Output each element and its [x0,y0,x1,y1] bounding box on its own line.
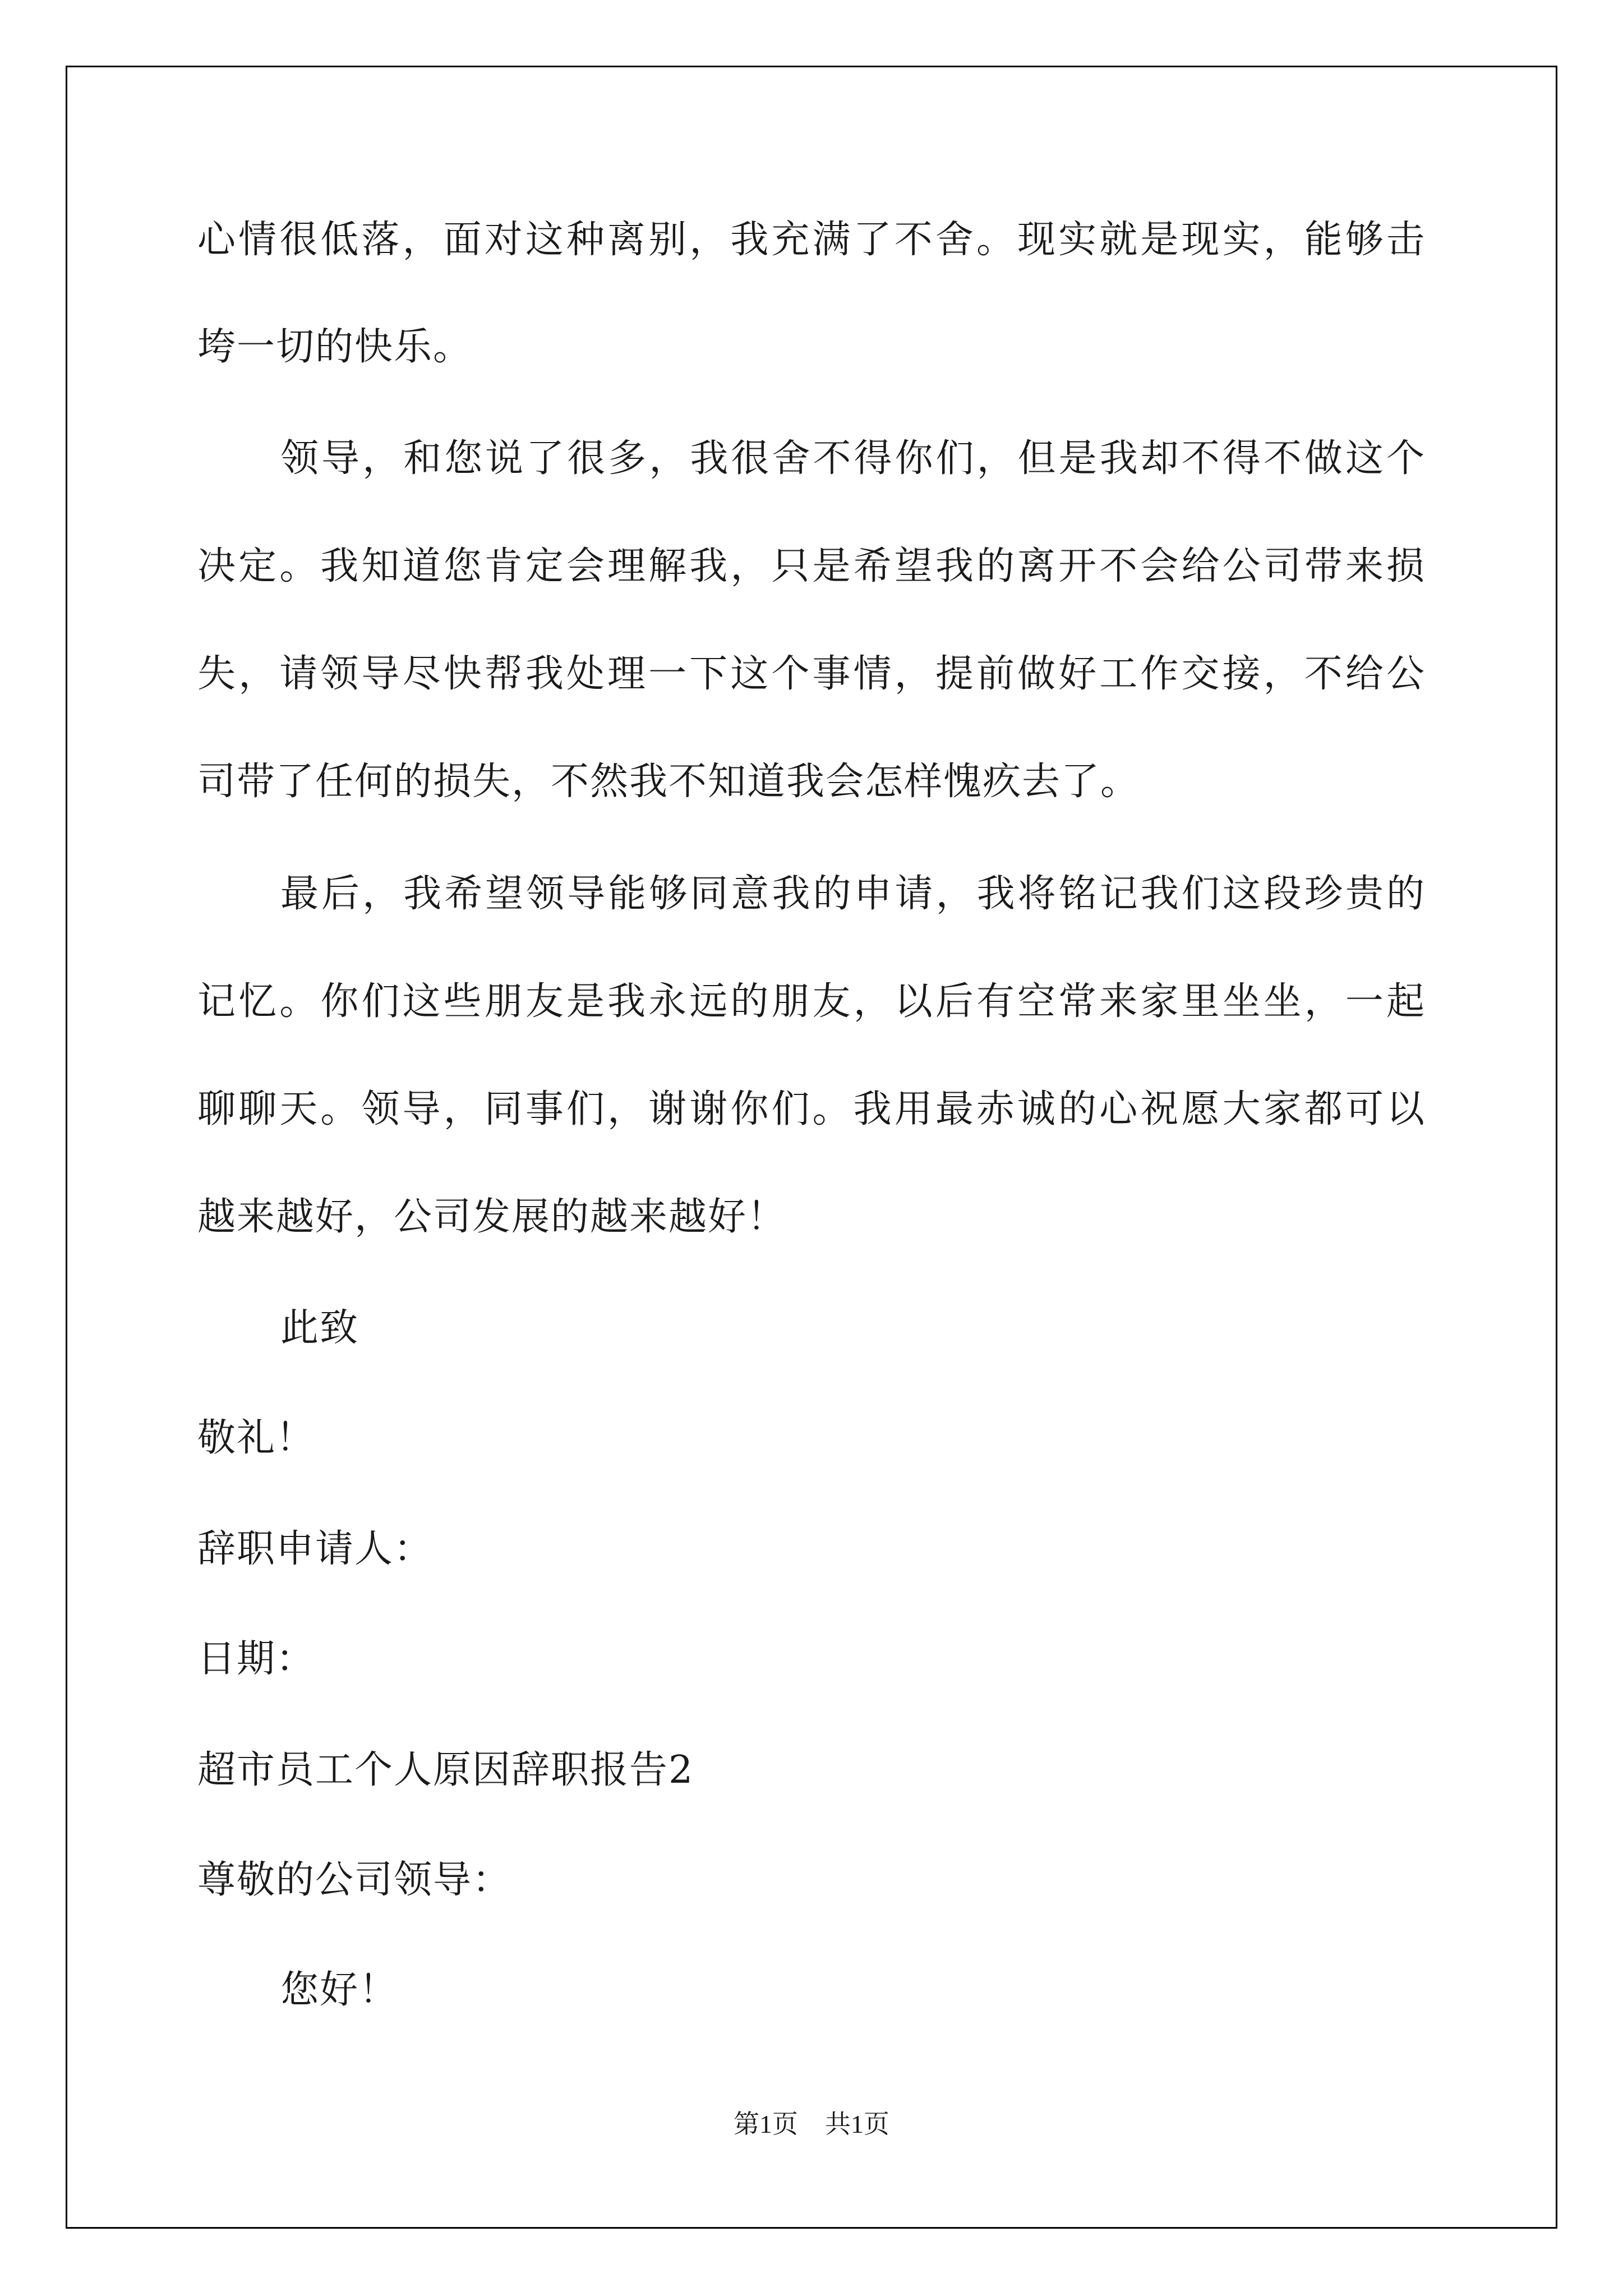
body-line: 越来越好，公司发展的越来越好！ [197,1195,787,1239]
closing-salutation: 此致 [280,1306,359,1350]
body-line: 司带了任何的损失，不然我不知道我会怎样愧疚去了。 [197,760,1140,804]
page-number-total: 共1页 [825,2110,889,2138]
body-line: 失，请领导尽快帮我处理一下这个事情，提前做好工作交接，不给公 [197,652,1426,696]
body-line: 垮一切的快乐。 [197,325,473,369]
date-label: 日期： [197,1637,316,1681]
closing-regards: 敬礼！ [197,1416,316,1460]
applicant-label: 辞职申请人： [197,1527,434,1571]
body-line: 决定。我知道您肯定会理解我，只是希望我的离开不会给公司带来损 [197,544,1426,588]
paragraph-first-line: 最后，我希望领导能够同意我的申请，我将铭记我们这段珍贵的 [280,872,1426,916]
letter-recipient: 尊敬的公司领导： [197,1858,512,1902]
page-footer [0,2108,1623,2141]
body-line: 记忆。你们这些朋友是我永远的朋友，以后有空常来家里坐坐，一起 [197,979,1426,1024]
paragraph-first-line: 领导，和您说了很多，我很舍不得你们，但是我却不得不做这个 [280,436,1426,481]
letter-greeting: 您好！ [280,1968,399,2012]
page-number-current: 第1页 [734,2110,798,2138]
body-line: 心情很低落，面对这种离别，我充满了不舍。现实就是现实，能够击 [197,218,1426,262]
section-title: 超市员工个人原因辞职报告2 [197,1748,694,1792]
body-line: 聊聊天。领导，同事们，谢谢你们。我用最赤诚的心祝愿大家都可以 [197,1087,1426,1131]
